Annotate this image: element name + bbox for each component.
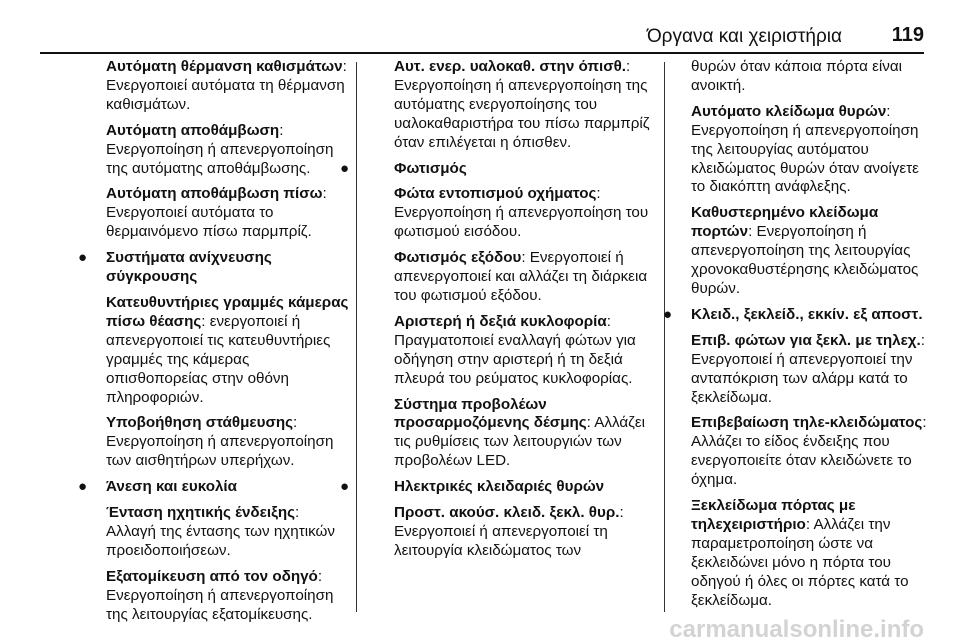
entry-continuation: θυρών όταν κάποια πόρτα είναι ανοικτή. <box>691 58 902 94</box>
column-1 <box>60 58 350 631</box>
entry-left-right-traffic: Αριστερή ή δεξιά κυκλοφορία: Πραγματοποιεί εναλλαγή φώτων για οδήγηση στην αριστερή ή τη δεξιά πλευρά του ρεύματος κυκλοφορίας. <box>394 312 636 387</box>
column-divider <box>664 62 665 612</box>
section-power-door-locks: ● Ηλεκτρικές κλειδαριές θυρών <box>340 478 605 496</box>
entry-auto-rear-wiper: Αυτ. ενερ. υαλοκαθ. στην όπισθ.: Ενεργοποίηση ή απενεργοποίηση της αυτόματης ενεργοποίησης του υαλοκαθαριστήρα του πίσω παρμπρίζ όταν επιλέγεται η όπισθεν. <box>394 58 650 151</box>
entry-chime-volume: Ένταση ηχητικής ένδειξης: Αλλαγή της έντασης των ηχητικών προειδοποιήσεων. <box>106 504 335 559</box>
column-2 <box>340 58 656 568</box>
entry-auto-seat-heating: Αυτόματη θέρμανση καθισμάτων: Ενεργοποιεί αυτόματα τη θέρμανση καθισμάτων. <box>106 58 347 113</box>
entry-park-assist: Υποβοήθηση στάθμευσης: Ενεργοποίηση ή απενεργοποίηση των αισθητήρων υπερήχων. <box>106 414 334 470</box>
entry-remote-unlock-light-feedback: Επιβ. φώτων για ξεκλ. με τηλεχ.: Ενεργοποιεί ή απενεργοποιεί την ανταπόκριση των αλάρμ κατά το ξεκλείδωμα. <box>691 331 925 406</box>
header-title: Όργανα και χειριστήρια <box>646 26 842 47</box>
entry-auto-door-lock: Αυτόματο κλείδωμα θυρών: Ενεργοποίηση ή απενεργοποίηση της λειτουργίας αυτόματου κλειδώματος θυρών όταν ανοίγετε το διακόπτη ανάφλεξης. <box>691 102 919 196</box>
bullet-icon: ● <box>663 305 673 323</box>
entry-exit-lighting: Φωτισμός εξόδου: Ενεργοποιεί ή απενεργοποιεί και αλλάζει τη διάρκεια του φωτισμού εξόδου. <box>394 249 648 304</box>
entry-auto-rear-defog: Αυτόματη αποθάμβωση πίσω: Ενεργοποιεί αυτόματα το θερμαινόμενο πίσω παρμπρίζ. <box>106 185 327 241</box>
column-divider <box>356 62 357 612</box>
entry-remote-lock-feedback: Επιβεβαίωση τηλε-κλειδώματος: Αλλάζει το είδος ένδειξης που ενεργοποιείτε όταν κλειδώνετε το όχημα. <box>691 414 927 489</box>
section-lighting: ● Φωτισμός <box>340 159 467 177</box>
entry-remote-door-unlock: Ξεκλείδωμα πόρτας με τηλεχειριστήριο: Αλλάζει την παραμετροποίηση ώστε να ξεκλειδώνει μόνο η πόρτα του οδηγού ή όλες οι πόρτες κατά το ξεκλείδωμα. <box>691 497 909 609</box>
section-comfort: ● Άνεση και ευκολία <box>78 478 237 496</box>
entry-delayed-door-lock: Καθυστερημένο κλείδωμα πορτών: Ενεργοποίηση ή απενεργοποίηση της λειτουργίας χρονοκαθυστέρησης κλειδώματος θυρών. <box>691 204 919 297</box>
entry-adaptive-headlights: Σύστημα προβολέων προσαρμοζόμενης δέσμης: Αλλάζει τις ρυθμίσεις των λειτουργιών των προβολέων LED. <box>394 395 645 470</box>
page-number: 119 <box>891 24 924 46</box>
section-remote-lock-unlock-start: ● Κλειδ., ξεκλείδ., εκκίν. εξ αποστ. <box>663 305 923 323</box>
bullet-icon: ● <box>340 478 350 496</box>
page-header <box>0 20 960 50</box>
bullet-icon: ● <box>340 159 350 177</box>
section-collision-detection: ● Συστήματα ανίχνευσης σύγκρουσης <box>78 249 272 286</box>
bullet-icon: ● <box>78 478 88 496</box>
watermark: carmanualsonline.info <box>669 616 924 643</box>
column-3 <box>663 58 935 617</box>
entry-driver-personalization: Εξατομίκευση από τον οδηγό: Ενεργοποίηση ή απενεργοποίηση της λειτουργίας εξατομίκευσης. <box>106 567 334 623</box>
entry-auto-defog: Αυτόματη αποθάμβωση: Ενεργοποίηση ή απενεργοποίηση της αυτόματης αποθάμβωσης. <box>106 121 334 177</box>
entry-rear-camera-guidelines: Κατευθυντήριες γραμμές κάμερας πίσω θέασης: ενεργοποιεί ή απενεργοποιεί τις κατευθυντήριες γραμμές της κάμερας οπισθοπορείας στην οθόνη πληροφοριών. <box>106 293 349 406</box>
entry-vehicle-locator-lights: Φώτα εντοπισμού οχήματος: Ενεργοποίηση ή απενεργοποίηση του φωτισμού εισόδου. <box>394 185 649 241</box>
entry-unlocked-door-anti-lockout: Προστ. ακούσ. κλειδ. ξεκλ. θυρ.: Ενεργοποιεί ή απενεργοποιεί τη λειτουργία κλειδώματος των <box>394 504 624 559</box>
header-rule <box>40 52 924 54</box>
bullet-icon: ● <box>78 249 88 267</box>
